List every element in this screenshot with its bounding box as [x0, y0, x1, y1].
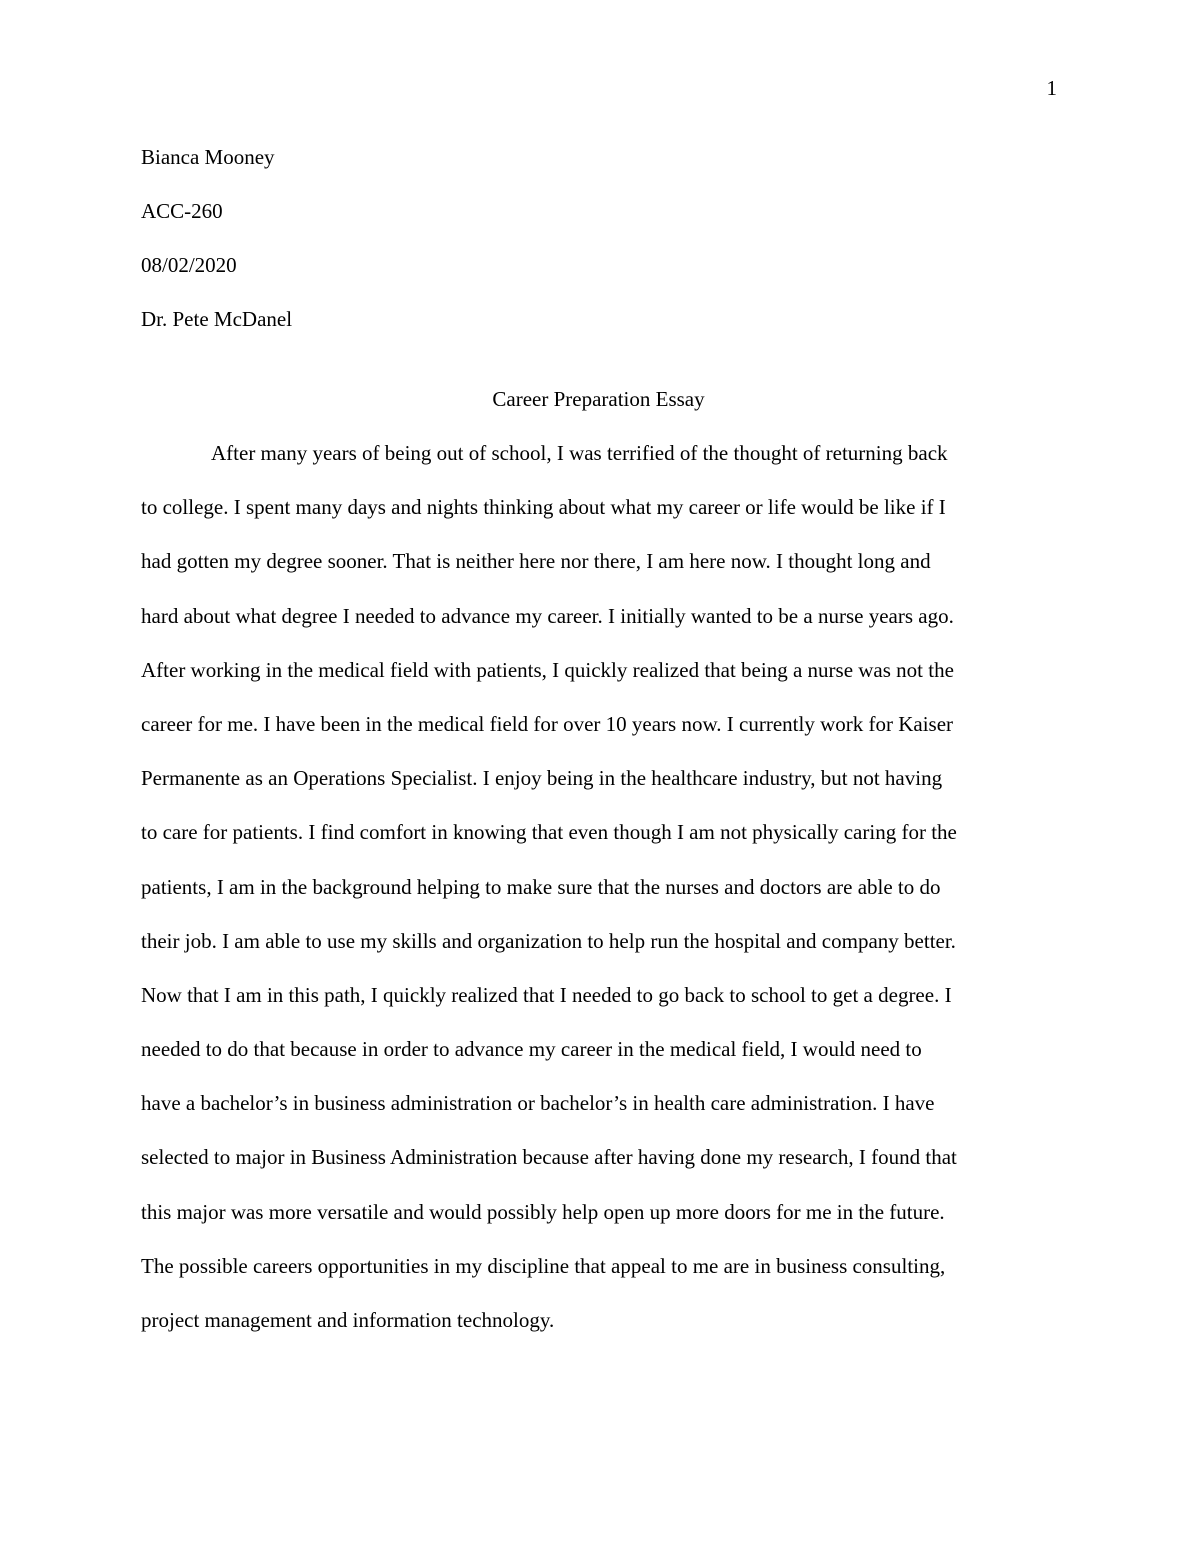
paragraph-line: The possible careers opportunities in my discipline that appeal to me are in business consulting, [141, 1253, 946, 1278]
paragraph-line: After working in the medical field with patients, I quickly realized that being a nurse was not the [141, 657, 954, 682]
paragraph-line: selected to major in Business Administration because after having done my research, I found that [141, 1145, 957, 1170]
paragraph-line: project management and information technology. [141, 1308, 555, 1332]
page-number: 1 [1046, 76, 1057, 100]
course-code: ACC-260 [141, 199, 223, 223]
student-name: Bianca Mooney [141, 145, 275, 169]
paragraph-line: needed to do that because in order to advance my career in the medical field, I would need to [141, 1037, 922, 1062]
paragraph-line: After many years of being out of school, I was terrified of the thought of returning back [211, 441, 948, 465]
essay-paragraph [141, 439, 1061, 1360]
submission-date: 08/02/2020 [141, 253, 237, 277]
paragraph-line: hard about what degree I needed to advance my career. I initially wanted to be a nurse years ago. [141, 603, 954, 628]
paragraph-line: have a bachelor’s in business administration or bachelor’s in health care administration. I have [141, 1091, 935, 1116]
paragraph-line: to care for patients. I find comfort in knowing that even though I am not physically caring for the [141, 820, 957, 845]
essay-heading-block [141, 143, 1061, 359]
essay-title: Career Preparation Essay [492, 387, 705, 411]
paragraph-line: this major was more versatile and would possibly help open up more doors for me in the future. [141, 1199, 945, 1224]
paragraph-line: had gotten my degree sooner. That is neither here nor there, I am here now. I thought long and [141, 549, 931, 574]
paragraph-line: to college. I spent many days and nights thinking about what my career or life would be like if I [141, 495, 946, 520]
paragraph-line: Permanente as an Operations Specialist. I enjoy being in the healthcare industry, but not having [141, 766, 943, 791]
paragraph-line: Now that I am in this path, I quickly realized that I needed to go back to school to get a degree. I [141, 982, 952, 1007]
instructor-name: Dr. Pete McDanel [141, 307, 293, 331]
paragraph-line: patients, I am in the background helping to make sure that the nurses and doctors are able to do [141, 874, 941, 899]
paragraph-line: their job. I am able to use my skills and organization to help run the hospital and company better. [141, 928, 956, 953]
paragraph-line: career for me. I have been in the medical field for over 10 years now. I currently work for Kaiser [141, 711, 954, 736]
